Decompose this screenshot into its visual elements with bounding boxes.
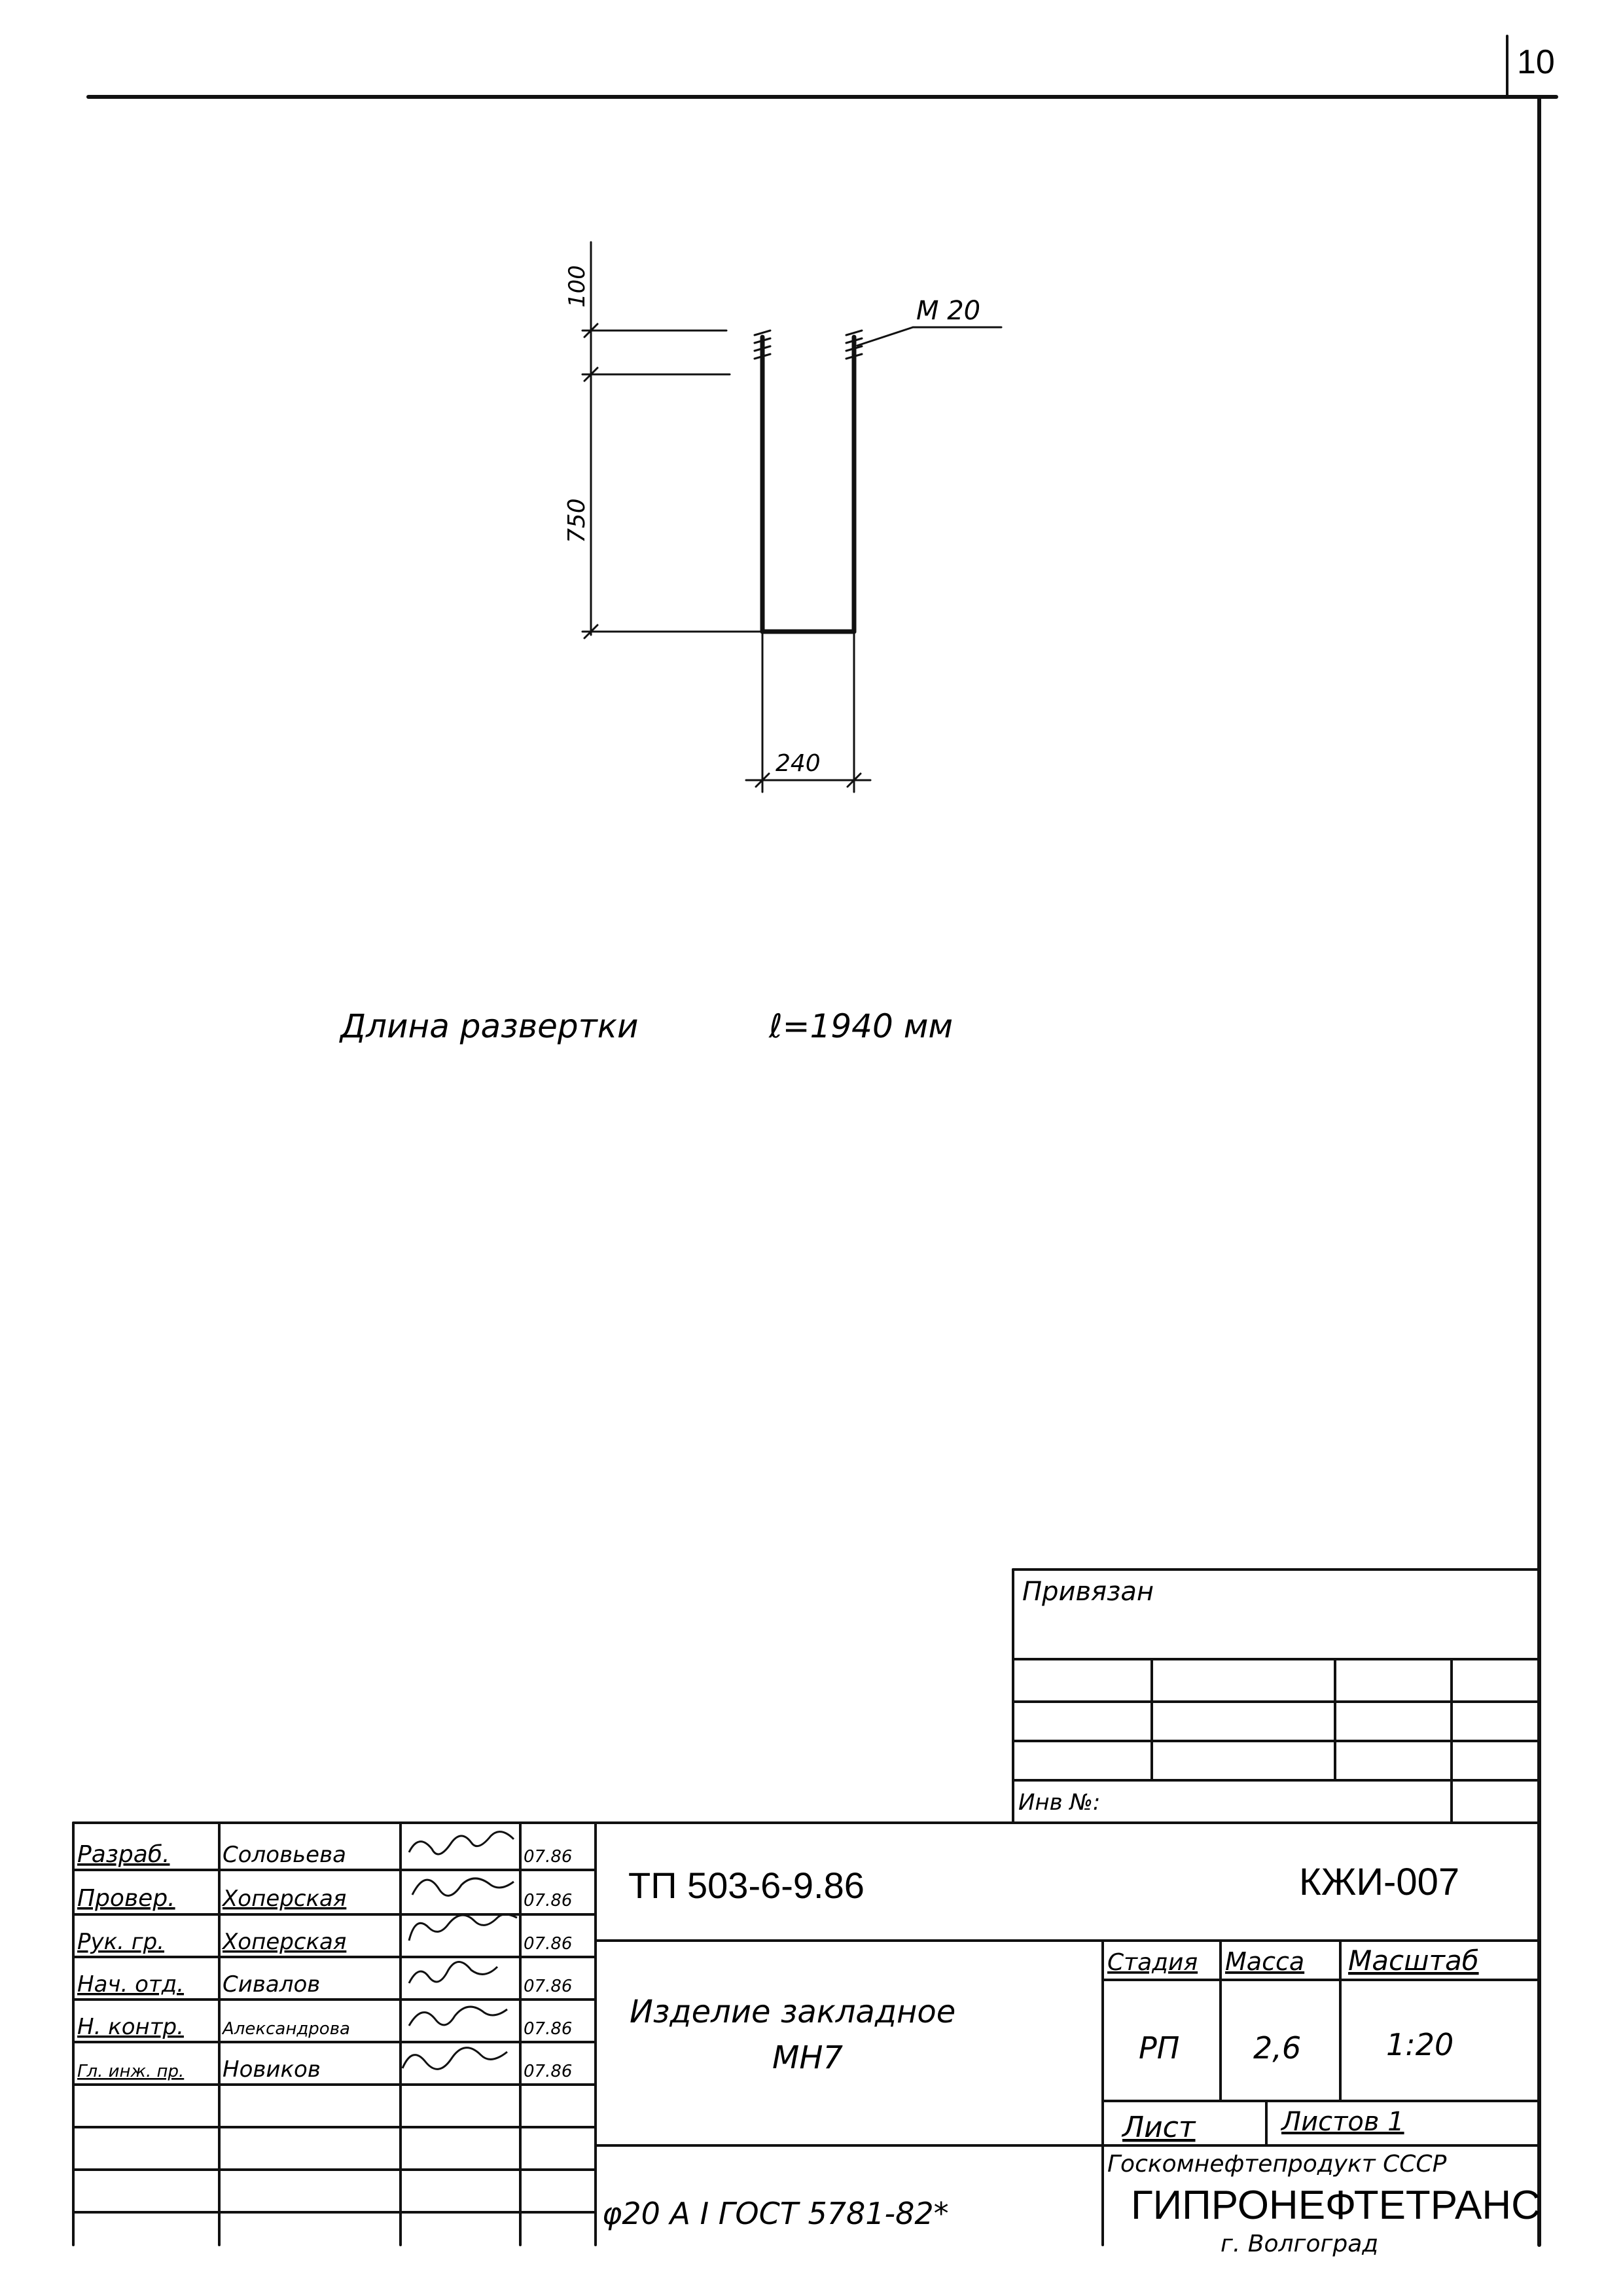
project-code: ТП 503-6-9.86: [628, 1865, 865, 1906]
page-number: 10: [1517, 43, 1555, 81]
date-2: 07.86: [524, 1934, 573, 1954]
date-5: 07.86: [524, 2062, 573, 2081]
scale-value: 1:20: [1386, 2027, 1454, 2062]
mass-label: Масса: [1225, 1947, 1305, 1976]
inv-label: Инв №:: [1018, 1789, 1101, 1816]
thread-marks: [755, 331, 862, 359]
material-spec: φ20 А I ГОСТ 5781-82*: [602, 2196, 949, 2231]
sheet-label: Лист: [1122, 2111, 1196, 2144]
date-1: 07.86: [524, 1891, 573, 1910]
name-5: Новиков: [223, 2056, 321, 2083]
binding-label: Привязан: [1022, 1577, 1154, 1607]
name-2: Хоперская: [223, 1929, 347, 1955]
name-0: Соловьева: [223, 1842, 346, 1868]
bar-shape: [762, 337, 854, 632]
scale-label: Масштаб: [1348, 1945, 1479, 1977]
binding-block: [1013, 1570, 1539, 1823]
ministry-name: Госкомнефтепродукт СССР: [1107, 2151, 1447, 2178]
vertical-dimension: [582, 242, 762, 638]
stage-label: Стадия: [1107, 1949, 1198, 1976]
city-name: г. Волгоград: [1221, 2231, 1379, 2257]
doc-code: КЖИ-007: [1299, 1861, 1460, 1903]
date-0: 07.86: [524, 1847, 573, 1867]
item-name-line1: Изделие закладное: [630, 1994, 956, 2030]
thread-leader: [857, 327, 913, 346]
name-1: Хоперская: [223, 1886, 347, 1912]
date-4: 07.86: [524, 2019, 573, 2039]
dim-top-label: 100: [564, 265, 590, 308]
sheets-label: Листов 1: [1281, 2107, 1404, 2137]
dim-width-label: 240: [776, 750, 821, 777]
mass-value: 2,6: [1253, 2030, 1302, 2066]
role-1: Провер.: [77, 1885, 175, 1912]
development-label: Длина развертки: [340, 1007, 639, 1045]
signatures: [402, 1832, 517, 2070]
role-3: Нач. отд.: [77, 1971, 185, 1998]
role-2: Рук. гр.: [77, 1929, 165, 1955]
thread-label: М 20: [916, 296, 981, 326]
name-4: Александрова: [223, 2019, 350, 2039]
development-value: ℓ=1940 мм: [769, 1007, 954, 1045]
organization-name: ГИПРОНЕФТЕТРАНС: [1131, 2183, 1541, 2228]
role-0: Разраб.: [77, 1841, 170, 1868]
item-name-line2: МН7: [772, 2039, 844, 2076]
dim-height-label: 750: [563, 498, 590, 543]
name-3: Сивалов: [223, 1971, 321, 1998]
role-4: Н. контр.: [77, 2014, 184, 2040]
role-5: Гл. инж. пр.: [77, 2062, 185, 2081]
date-3: 07.86: [524, 1977, 573, 1996]
stage-value: РП: [1139, 2030, 1180, 2066]
